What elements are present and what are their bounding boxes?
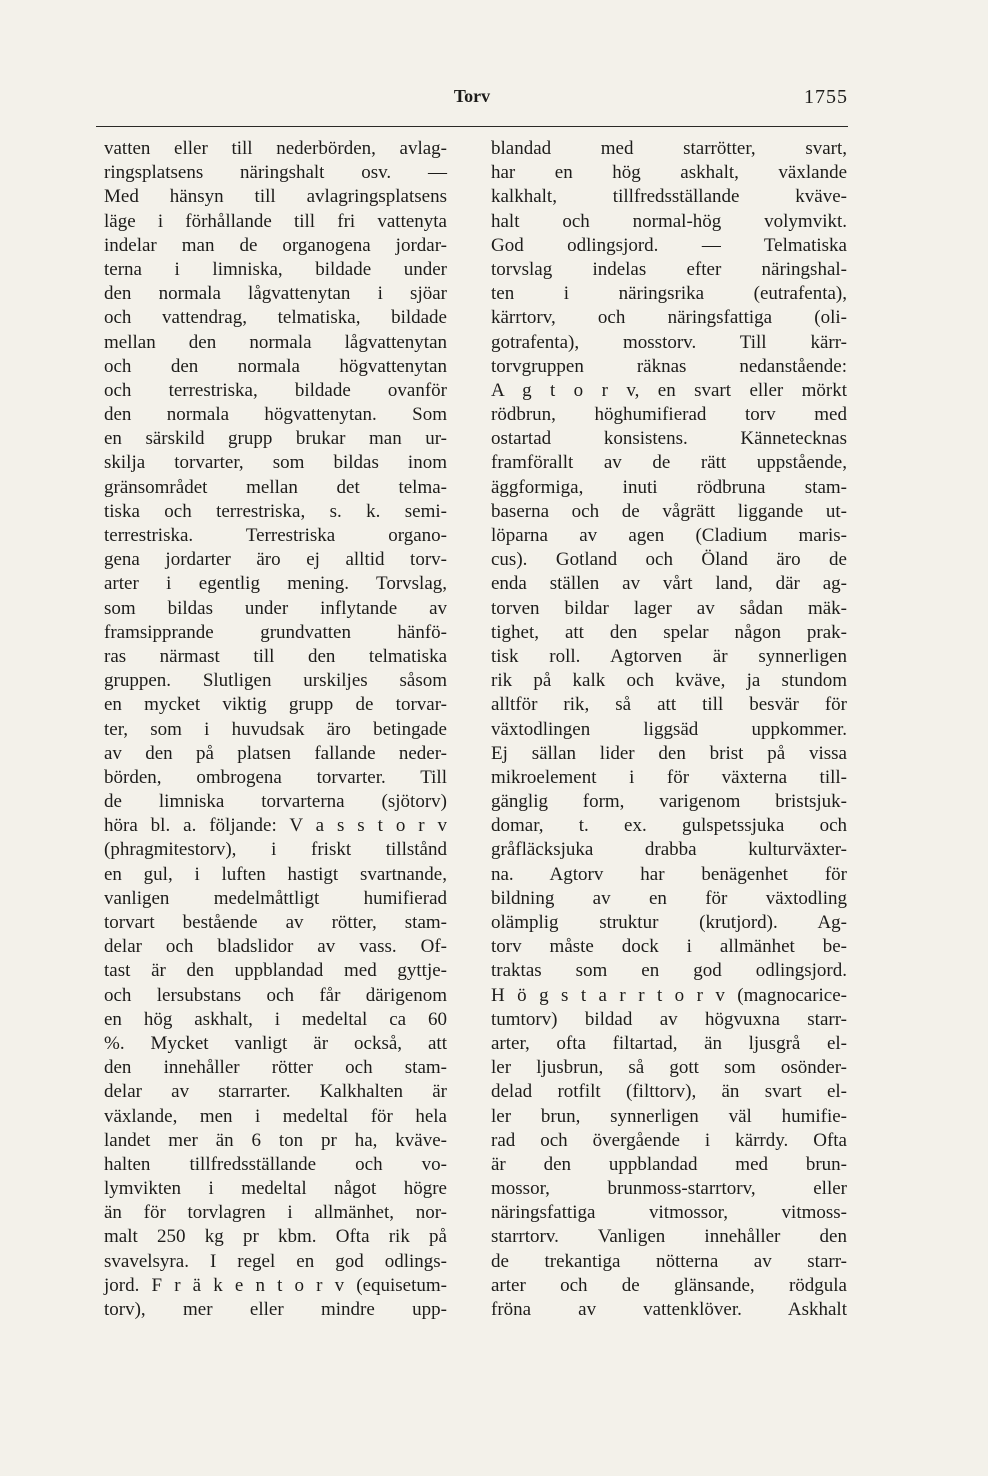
- text-line: halt och normal-hög volymvikt.: [491, 210, 847, 232]
- text-line: rödbrun, höghumifierad torv med: [491, 404, 847, 426]
- text-line: och terrestriska, bildade ovanför: [104, 379, 447, 401]
- text-line: blandad med starrötter, svart,: [491, 138, 847, 159]
- text-line: arter och de glänsande, rödgula: [491, 1274, 847, 1296]
- text-line: vatten eller till nederbörden, avlag-: [104, 138, 447, 159]
- text-line: indelar man de organogena jordar-: [104, 234, 447, 256]
- text-line: en gul, i luften hastigt svartnande,: [104, 863, 447, 885]
- text-line: äggformiga, inuti rödbruna stam-: [491, 476, 847, 498]
- page-number: 1755: [804, 86, 848, 108]
- text-line: torv måste dock i allmänhet be-: [491, 936, 847, 958]
- text-line: av den på platsen fallande neder-: [104, 742, 447, 764]
- text-line: mikroelement i för växterna till-: [491, 766, 847, 788]
- text-line: en mycket viktig grupp de torvar-: [104, 694, 447, 716]
- text-line: traktas som en god odlingsjord.: [491, 960, 847, 982]
- text-line: och den normala högvattenytan: [104, 355, 447, 377]
- text-line: rik på kalk och kväve, ja stundom: [491, 670, 847, 692]
- text-line: än för torvlagren i allmänhet, nor-: [104, 1202, 447, 1224]
- text-line: läge i förhållande till fri vattenyta: [104, 210, 447, 232]
- text-line: som bildas under inflytande av: [104, 597, 447, 619]
- text-line: ras närmast till den telmatiska: [104, 645, 447, 667]
- text-line: är den uppblandad med brun-: [491, 1153, 847, 1175]
- text-line: tisk roll. Agtorven är synnerligen: [491, 645, 847, 667]
- text-line: torvgruppen räknas nedanstående:: [491, 355, 847, 377]
- text-line: delar av starrarter. Kalkhalten är: [104, 1081, 447, 1103]
- text-line: den normala högvattenytan. Som: [104, 404, 447, 426]
- text-line: skilja torvarter, som bildas inom: [104, 452, 447, 474]
- text-line: den innehåller rötter och stam-: [104, 1057, 447, 1079]
- text-line: tast är den uppblandad med gyttje-: [104, 960, 447, 982]
- text-line: kalkhalt, tillfredsställande kväve-: [491, 186, 847, 208]
- text-line: och vattendrag, telmatiska, bildade: [104, 307, 447, 329]
- text-line: ostartad konsistens. Kännetecknas: [491, 428, 847, 450]
- text-line: (phragmitestorv), i friskt tillstånd: [104, 839, 447, 861]
- text-line: arter, ofta filtartad, än ljusgrå el-: [491, 1032, 847, 1054]
- text-line: torvslag indelas efter näringshal-: [491, 258, 847, 280]
- text-line: näringsfattiga vitmossor, vitmoss-: [491, 1202, 847, 1224]
- text-line: baserna och de vågrätt liggande ut-: [491, 500, 847, 522]
- text-line: växlande, men i medeltal för hela: [104, 1105, 447, 1127]
- text-line: växtodlingen liggsäd uppkommer.: [491, 718, 847, 740]
- text-line: ten i näringsrika (eutrafenta),: [491, 283, 847, 305]
- right-text-column: [491, 137, 847, 1322]
- text-line: torven bildar lager av sådan mäk-: [491, 597, 847, 619]
- header-rule: [96, 126, 848, 127]
- text-line: gråfläcksjuka drabba kulturväxter-: [491, 839, 847, 861]
- text-line: gänglig form, varigenom bristsjuk-: [491, 791, 847, 813]
- text-line: lymvikten i medeltal något högre: [104, 1178, 447, 1200]
- text-line: de limniska torvarterna (sjötorv): [104, 791, 447, 813]
- text-line: har en hög askhalt, växlande: [491, 162, 847, 184]
- text-line: alltför rik, så att till besvär för: [491, 694, 847, 716]
- text-line: ringsplatsens näringshalt osv. —: [104, 162, 447, 184]
- text-line: God odlingsjord. — Telmatiska: [491, 234, 847, 256]
- text-line: en hög askhalt, i medeltal ca 60: [104, 1008, 447, 1030]
- text-line: mossor, brunmoss-starrtorv, eller: [491, 1178, 847, 1200]
- text-line: svavelsyra. I regel en god odlings-: [104, 1250, 447, 1272]
- text-line: bildning av en för växtodling: [491, 887, 847, 909]
- text-line: tiska och terrestriska, s. k. semi-: [104, 500, 447, 522]
- text-line: arter i egentlig mening. Torvslag,: [104, 573, 447, 595]
- left-text-column: [104, 137, 447, 1322]
- text-line: och lersubstans och får därigenom: [104, 984, 447, 1006]
- text-line: torvart bestående av rötter, stam-: [104, 912, 447, 933]
- running-title: Torv: [453, 86, 491, 106]
- text-line: mellan den normala lågvattenytan: [104, 331, 447, 353]
- text-line: tighet, att den spelar någon prak-: [491, 621, 847, 643]
- text-line: höra bl. a. följande: V a s s t o r v: [104, 815, 447, 837]
- text-line: domar, t. ex. gulspetssjuka och: [491, 815, 847, 837]
- text-line: fröna av vattenklöver. Askhalt: [491, 1299, 847, 1320]
- text-line: gotrafenta), mosstorv. Till kärr-: [491, 331, 847, 353]
- text-line: A g t o r v, en svart eller mörkt: [491, 379, 847, 401]
- text-line: malt 250 kg pr kbm. Ofta rik på: [104, 1226, 447, 1248]
- text-line: kärrtorv, och näringsfattiga (oli-: [491, 307, 847, 329]
- text-line: löparna av agen (Cladium maris-: [491, 525, 847, 546]
- text-line: den normala lågvattenytan i sjöar: [104, 283, 447, 305]
- text-line: terrestriska. Terrestriska organo-: [104, 525, 447, 546]
- text-line: torv), mer eller mindre upp-: [104, 1299, 447, 1320]
- text-line: delar och bladslidor av vass. Of-: [104, 936, 447, 958]
- text-line: börden, ombrogena torvarter. Till: [104, 766, 447, 788]
- text-line: %. Mycket vanligt är också, att: [104, 1032, 447, 1054]
- text-line: en särskild grupp brukar man ur-: [104, 428, 447, 450]
- text-line: gruppen. Slutligen urskiljes såsom: [104, 670, 447, 692]
- text-line: ler ljusbrun, så gott som osönder-: [491, 1057, 847, 1079]
- text-line: rad och övergående i kärrdy. Ofta: [491, 1129, 847, 1151]
- text-line: Ej sällan lider den brist på vissa: [491, 742, 847, 764]
- text-line: ter, som i huvudsak äro betingade: [104, 718, 447, 740]
- text-line: ler brun, synnerligen väl humifie-: [491, 1105, 847, 1127]
- text-line: H ö g s t a r r t o r v (magnocarice-: [491, 984, 847, 1006]
- text-line: vanligen medelmåttligt humifierad: [104, 887, 447, 909]
- text-line: framsipprande grundvatten hänfö-: [104, 621, 447, 643]
- text-line: delad rotfilt (filttorv), än svart el-: [491, 1081, 847, 1103]
- text-line: cus). Gotland och Öland äro de: [491, 549, 847, 571]
- text-line: enda ställen av vårt land, där ag-: [491, 573, 847, 595]
- running-header: [96, 84, 848, 112]
- text-line: starrtorv. Vanligen innehåller den: [491, 1226, 847, 1248]
- text-line: halten tillfredsställande och vo-: [104, 1153, 447, 1175]
- text-line: gränsområdet mellan det telma-: [104, 476, 447, 498]
- text-line: na. Agtorv har benägenhet för: [491, 863, 847, 885]
- text-line: olämplig struktur (krutjord). Ag-: [491, 912, 847, 933]
- text-line: jord. F r ä k e n t o r v (equisetum-: [104, 1274, 447, 1296]
- text-line: tumtorv) bildad av högvuxna starr-: [491, 1008, 847, 1030]
- text-line: Med hänsyn till avlagringsplatsens: [104, 186, 447, 208]
- text-line: framförallt av de rätt uppstående,: [491, 452, 847, 474]
- text-line: landet mer än 6 ton pr ha, kväve-: [104, 1129, 447, 1151]
- text-line: terna i limniska, bildade under: [104, 258, 447, 280]
- text-line: de trekantiga nötterna av starr-: [491, 1250, 847, 1272]
- text-line: gena jordarter äro ej alltid torv-: [104, 549, 447, 571]
